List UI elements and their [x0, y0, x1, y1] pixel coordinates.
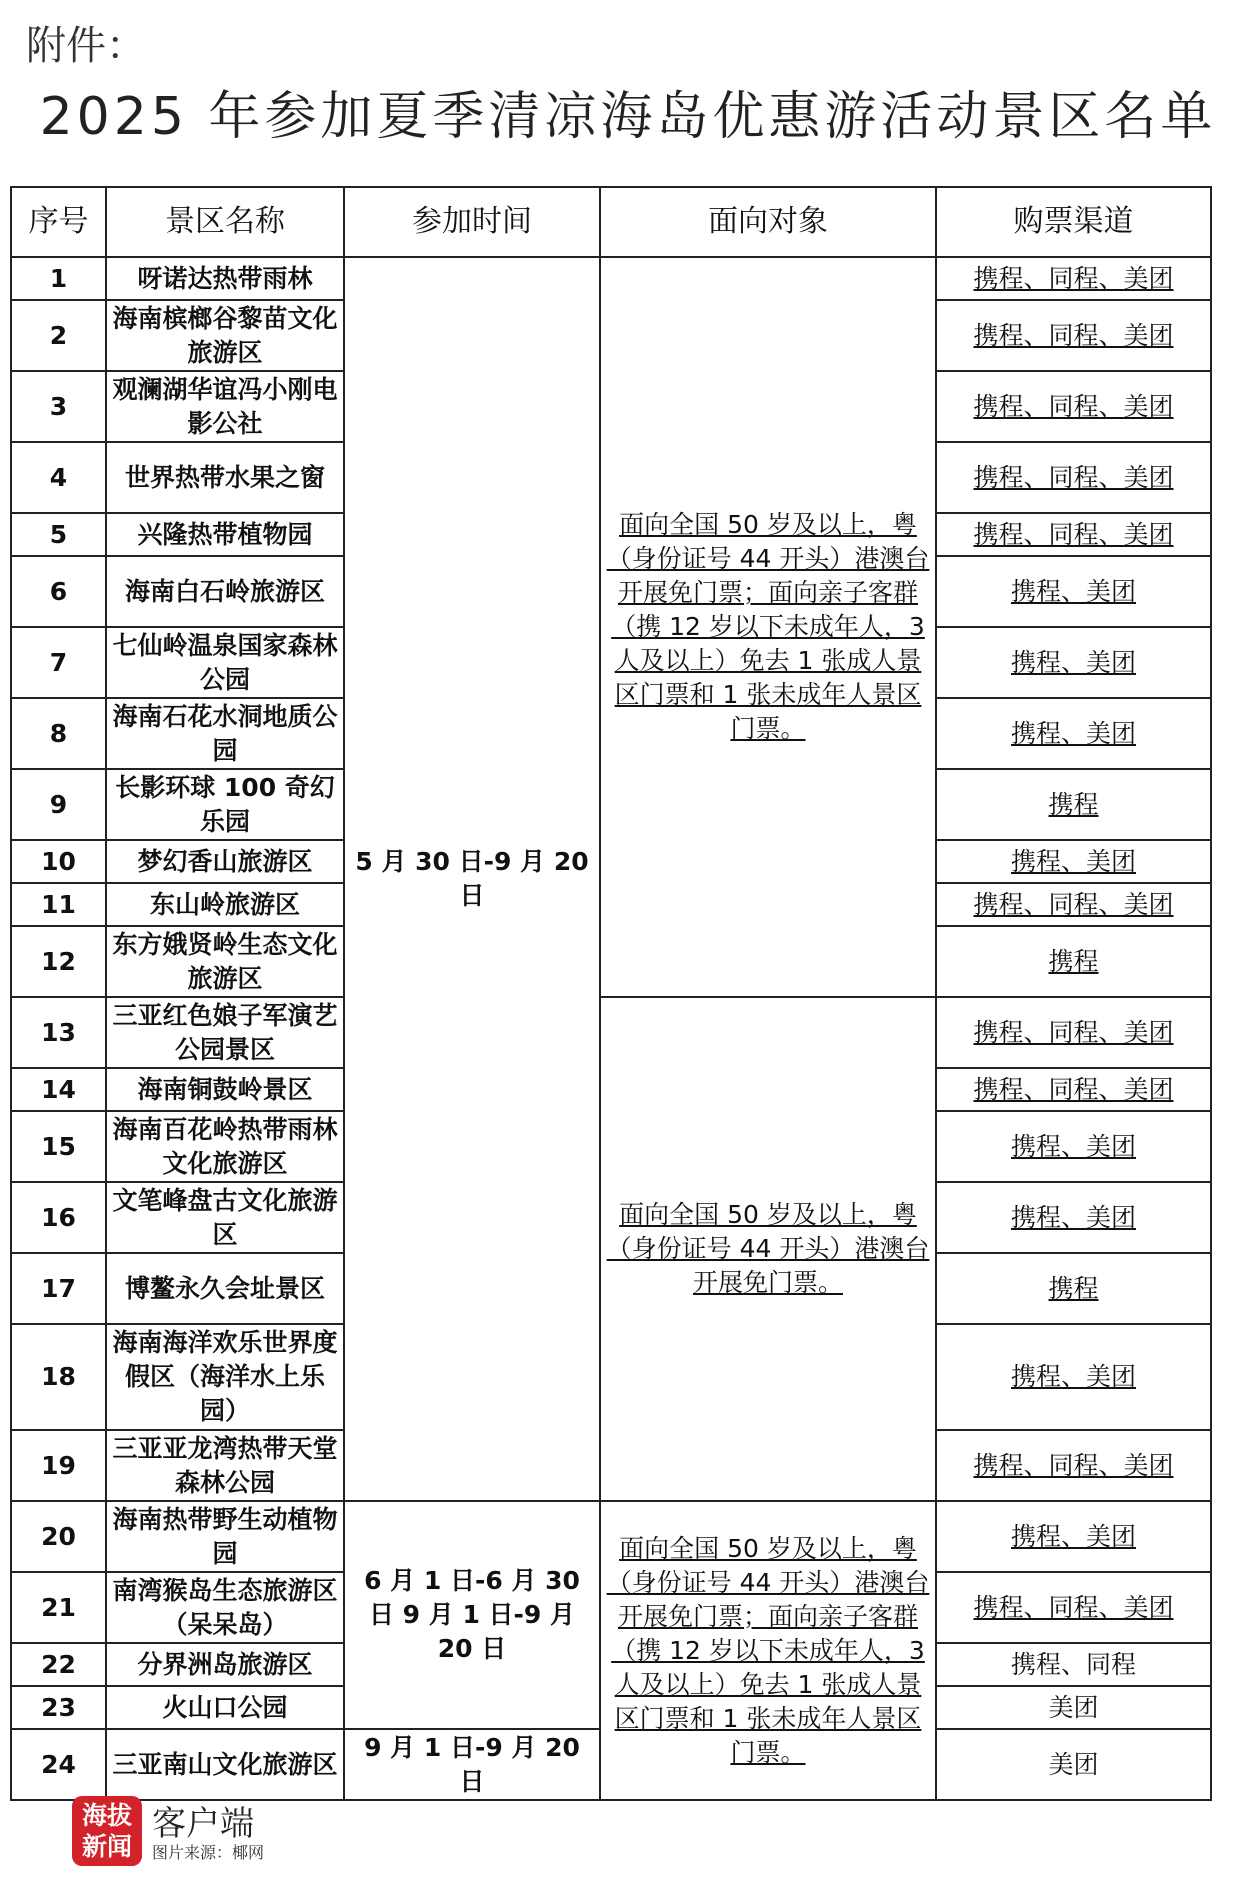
row-name: 海南铜鼓岭景区	[106, 1068, 344, 1111]
row-no: 13	[11, 997, 106, 1068]
row-no: 4	[11, 442, 106, 513]
row-name: 海南海洋欢乐世界度假区（海洋水上乐园）	[106, 1324, 344, 1430]
row-name: 三亚南山文化旅游区	[106, 1729, 344, 1800]
row-name: 火山口公园	[106, 1686, 344, 1729]
table-row	[11, 997, 1211, 1068]
row-name: 海南石花水洞地质公园	[106, 698, 344, 769]
row-no: 12	[11, 926, 106, 997]
row-no: 23	[11, 1686, 106, 1729]
channel-link[interactable]: 携程、美团	[1010, 1202, 1136, 1232]
header-no: 序号	[11, 187, 106, 257]
row-no: 15	[11, 1111, 106, 1182]
channel-link[interactable]: 携程、同程、美团	[973, 519, 1174, 549]
row-channel	[936, 698, 1211, 769]
period-cell: 5 月 30 日-9 月 20 日	[344, 257, 600, 1501]
row-name: 海南槟榔谷黎苗文化旅游区	[106, 300, 344, 371]
row-channel	[936, 769, 1211, 840]
row-name: 南湾猴岛生态旅游区（呆呆岛）	[106, 1572, 344, 1643]
header-name: 景区名称	[106, 187, 344, 257]
row-name: 海南热带野生动植物园	[106, 1501, 344, 1572]
row-no: 21	[11, 1572, 106, 1643]
table-row	[11, 1501, 1211, 1572]
row-no: 18	[11, 1324, 106, 1430]
scenic-spot-table	[10, 186, 1212, 1801]
row-channel	[936, 1068, 1211, 1111]
channel-link[interactable]: 携程	[1048, 946, 1099, 976]
channel-link[interactable]: 携程、美团	[1010, 1521, 1136, 1551]
row-no: 5	[11, 513, 106, 556]
row-name: 东方娥贤岭生态文化旅游区	[106, 926, 344, 997]
row-no: 7	[11, 627, 106, 698]
row-name: 呀诺达热带雨林	[106, 257, 344, 300]
channel-link[interactable]: 携程、同程、美团	[973, 1074, 1174, 1104]
period-cell: 6 月 1 日-6 月 30 日 9 月 1 日-9 月 20 日	[344, 1501, 600, 1729]
row-no: 19	[11, 1430, 106, 1501]
channel-link[interactable]: 携程	[1048, 789, 1099, 819]
channel-text: 美团	[1048, 1692, 1099, 1722]
image-source: 图片来源：椰网	[152, 1843, 265, 1862]
row-name: 分界洲岛旅游区	[106, 1643, 344, 1686]
header-time: 参加时间	[344, 187, 600, 257]
row-name: 海南百花岭热带雨林文化旅游区	[106, 1111, 344, 1182]
channel-link[interactable]: 携程、同程、美团	[973, 391, 1174, 421]
table-header-row	[11, 187, 1211, 257]
row-channel	[936, 1111, 1211, 1182]
row-no: 1	[11, 257, 106, 300]
row-name: 梦幻香山旅游区	[106, 840, 344, 883]
audience-text: 面向全国 50 岁及以上，粤（身份证号 44 开头）港澳台开展免门票；面向亲子客群（携 12 岁以下未成年人，3 人及以上）免去 1 张成人景区门票和 1 张未成年人景区门票。	[606, 510, 930, 743]
row-no: 2	[11, 300, 106, 371]
row-channel	[936, 1643, 1211, 1686]
row-channel	[936, 1501, 1211, 1572]
row-no: 10	[11, 840, 106, 883]
row-no: 17	[11, 1253, 106, 1324]
row-no: 8	[11, 698, 106, 769]
row-no: 9	[11, 769, 106, 840]
row-no: 22	[11, 1643, 106, 1686]
row-channel	[936, 1729, 1211, 1800]
channel-link[interactable]: 携程、同程、美团	[973, 1017, 1174, 1047]
row-no: 14	[11, 1068, 106, 1111]
row-name: 世界热带水果之窗	[106, 442, 344, 513]
header-channel: 购票渠道	[936, 187, 1211, 257]
channel-link[interactable]: 携程、同程、美团	[973, 462, 1174, 492]
channel-link[interactable]: 携程、同程、美团	[973, 1592, 1174, 1622]
channel-link[interactable]: 携程、美团	[1010, 846, 1136, 876]
news-logo: 海拔新闻	[72, 1796, 142, 1866]
row-channel	[936, 442, 1211, 513]
row-channel	[936, 997, 1211, 1068]
row-channel	[936, 1182, 1211, 1253]
channel-text: 携程、同程	[1010, 1649, 1136, 1679]
row-name: 三亚亚龙湾热带天堂森林公园	[106, 1430, 344, 1501]
channel-link[interactable]: 携程、美团	[1010, 576, 1136, 606]
row-channel	[936, 556, 1211, 627]
row-name: 博鳌永久会址景区	[106, 1253, 344, 1324]
row-no: 20	[11, 1501, 106, 1572]
channel-link[interactable]: 携程、美团	[1010, 718, 1136, 748]
row-name: 三亚红色娘子军演艺公园景区	[106, 997, 344, 1068]
row-channel	[936, 883, 1211, 926]
header-audience: 面向对象	[600, 187, 936, 257]
row-channel	[936, 1686, 1211, 1729]
row-channel	[936, 1324, 1211, 1430]
attachment-label: 附件：	[26, 23, 146, 69]
row-channel	[936, 926, 1211, 997]
channel-link[interactable]: 携程、同程、美团	[973, 320, 1174, 350]
channel-link[interactable]: 携程、美团	[1010, 1362, 1136, 1391]
row-channel	[936, 1572, 1211, 1643]
row-channel	[936, 513, 1211, 556]
client-label: 客户端	[152, 1804, 254, 1844]
row-channel	[936, 371, 1211, 442]
row-name: 海南白石岭旅游区	[106, 556, 344, 627]
row-channel	[936, 257, 1211, 300]
row-name: 文笔峰盘古文化旅游区	[106, 1182, 344, 1253]
period-cell: 9 月 1 日-9 月 20 日	[344, 1729, 600, 1800]
row-channel	[936, 1253, 1211, 1324]
audience-cell	[600, 257, 936, 997]
row-name: 东山岭旅游区	[106, 883, 344, 926]
channel-link[interactable]: 携程、美团	[1010, 1131, 1136, 1161]
row-channel	[936, 840, 1211, 883]
row-no: 11	[11, 883, 106, 926]
channel-text: 美团	[1048, 1749, 1099, 1779]
audience-text: 面向全国 50 岁及以上，粤（身份证号 44 开头）港澳台开展免门票。	[606, 1200, 930, 1297]
row-no: 3	[11, 371, 106, 442]
audience-cell	[600, 1501, 936, 1800]
row-name: 长影环球 100 奇幻乐园	[106, 769, 344, 840]
channel-link[interactable]: 携程、同程、美团	[973, 1450, 1174, 1480]
audience-cell	[600, 997, 936, 1501]
row-channel	[936, 1430, 1211, 1501]
row-name: 观澜湖华谊冯小刚电影公社	[106, 371, 344, 442]
document-title: 2025 年参加夏季清凉海岛优惠游活动景区名单	[39, 87, 1217, 147]
channel-link[interactable]: 携程、同程、美团	[973, 889, 1174, 919]
row-name: 七仙岭温泉国家森林公园	[106, 627, 344, 698]
channel-link[interactable]: 携程	[1048, 1273, 1099, 1303]
table-row	[11, 257, 1211, 300]
row-no: 24	[11, 1729, 106, 1800]
row-no: 6	[11, 556, 106, 627]
audience-text: 面向全国 50 岁及以上，粤（身份证号 44 开头）港澳台开展免门票；面向亲子客群（携 12 岁以下未成年人，3 人及以上）免去 1 张成人景区门票和 1 张未成年人景区门票。	[606, 1533, 930, 1767]
row-channel	[936, 300, 1211, 371]
channel-link[interactable]: 携程、美团	[1010, 647, 1136, 677]
channel-link[interactable]: 携程、同程、美团	[973, 263, 1174, 293]
row-name: 兴隆热带植物园	[106, 513, 344, 556]
row-channel	[936, 627, 1211, 698]
row-no: 16	[11, 1182, 106, 1253]
